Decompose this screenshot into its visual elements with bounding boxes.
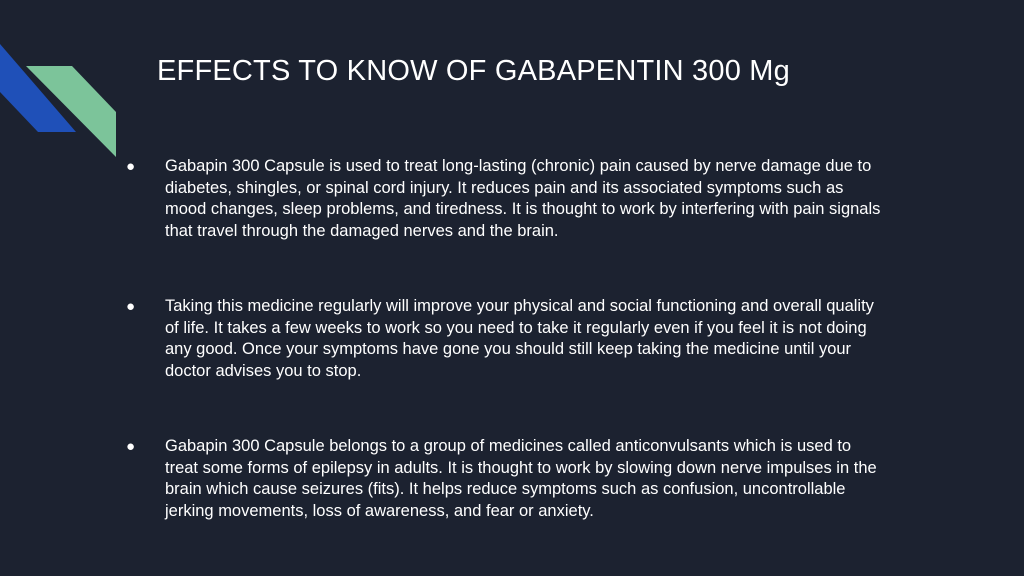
bullet-dot-icon: ● <box>126 158 136 175</box>
bullet-text: Taking this medicine regularly will improve your physical and social functioning and overall quality of life. It takes a few weeks to work so you need to take it regularly even if you feel it is not doing any good. Once your symptoms have gone you should still keep taking the medicine until your doctor advises you to stop. <box>165 297 874 380</box>
corner-decoration <box>0 0 130 170</box>
bullet-dot-icon: ● <box>126 438 136 455</box>
bullet-item <box>126 156 886 242</box>
bullet-text: Gabapin 300 Capsule belongs to a group of medicines called anticonvulsants which is used to treat some forms of epilepsy in adults. It is thought to work by slowing down nerve impulses in the brain which cause seizures (fits). It helps reduce symptoms such as confusion, uncontrollable jerking movements, loss of awareness, and fear or anxiety. <box>165 437 877 520</box>
slide-title: EFFECTS TO KNOW OF GABAPENTIN 300 Mg <box>157 55 790 87</box>
bullet-item <box>126 436 886 522</box>
bullet-text: Gabapin 300 Capsule is used to treat long-lasting (chronic) pain caused by nerve damage due to diabetes, shingles, or spinal cord injury. It reduces pain and its associated symptoms such as mood changes, sleep problems, and tiredness. It is thought to work by interfering with pain signals that travel through the damaged nerves and the brain. <box>165 157 881 240</box>
bullet-dot-icon: ● <box>126 298 136 315</box>
bullet-item <box>126 296 886 382</box>
